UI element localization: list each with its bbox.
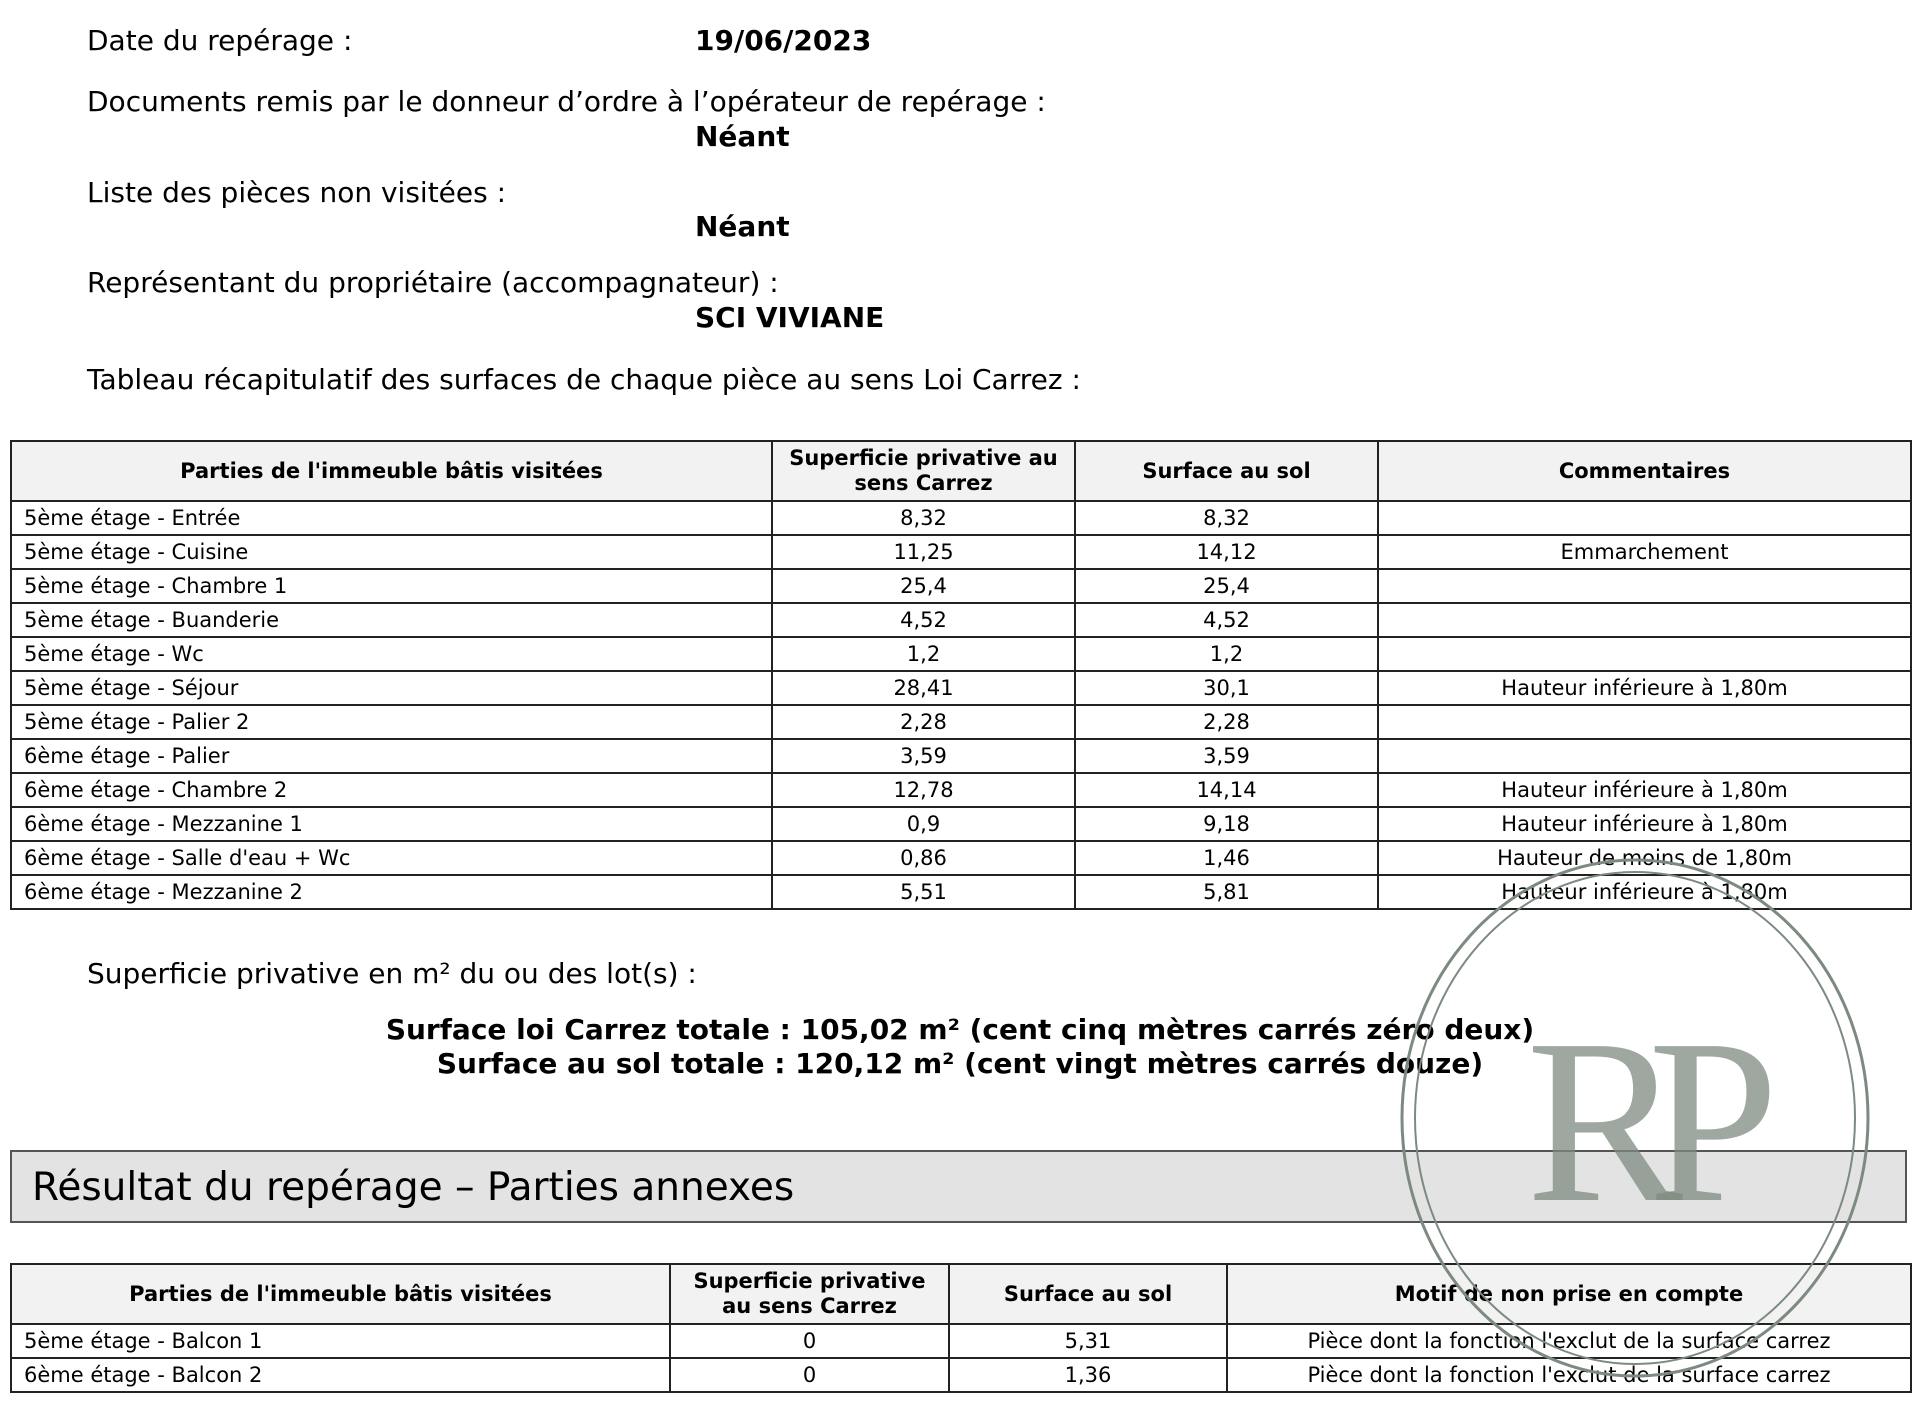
surface-label: Superficie privative en m² du ou des lot(s) : — [87, 957, 697, 990]
floor-surface-value: 30,1 — [1075, 671, 1378, 705]
floor-surface-value: 2,28 — [1075, 705, 1378, 739]
carrez-value: 0 — [670, 1358, 949, 1392]
comment — [1378, 501, 1911, 535]
room-name: 6ème étage - Salle d'eau + Wc — [11, 841, 772, 875]
floor-surface-value: 14,12 — [1075, 535, 1378, 569]
comment: Hauteur inférieure à 1,80m — [1378, 807, 1911, 841]
comment: Hauteur inférieure à 1,80m — [1378, 773, 1911, 807]
comment: Hauteur inférieure à 1,80m — [1378, 671, 1911, 705]
floor-surface-value: 25,4 — [1075, 569, 1378, 603]
comment: Hauteur de moins de 1,80m — [1378, 841, 1911, 875]
table-header-row — [11, 1264, 1911, 1324]
room-name: 5ème étage - Buanderie — [11, 603, 772, 637]
carrez-value: 0,9 — [772, 807, 1075, 841]
comment — [1378, 603, 1911, 637]
table-row — [11, 807, 1911, 841]
stamp-letters: RP — [1526, 991, 1744, 1251]
comment — [1378, 569, 1911, 603]
carrez-value: 0 — [670, 1324, 949, 1358]
floor-surface-value: 1,36 — [949, 1358, 1227, 1392]
date-label: Date du repérage : — [87, 24, 353, 57]
comment: Hauteur inférieure à 1,80m — [1378, 875, 1911, 909]
table-row — [11, 501, 1911, 535]
documents-value: Néant — [695, 120, 790, 153]
comment — [1378, 705, 1911, 739]
section-title: Résultat du repérage – Parties annexes — [32, 1165, 795, 1210]
room-name: 6ème étage - Palier — [11, 739, 772, 773]
table-row — [11, 705, 1911, 739]
carrez-value: 1,2 — [772, 637, 1075, 671]
room-name: 5ème étage - Séjour — [11, 671, 772, 705]
table-row — [11, 569, 1911, 603]
room-name: 6ème étage - Mezzanine 1 — [11, 807, 772, 841]
non-visited-value: Néant — [695, 210, 790, 243]
floor-surface-value: 4,52 — [1075, 603, 1378, 637]
carrez-value: 28,41 — [772, 671, 1075, 705]
carrez-value: 11,25 — [772, 535, 1075, 569]
exclusion-reason: Pièce dont la fonction l'exclut de la surface carrez — [1227, 1358, 1911, 1392]
table-row — [11, 637, 1911, 671]
table-row — [11, 841, 1911, 875]
floor-surface-value: 1,46 — [1075, 841, 1378, 875]
floor-surface-value: 5,31 — [949, 1324, 1227, 1358]
carrez-value: 8,32 — [772, 501, 1075, 535]
total-floor-surface: Surface au sol totale : 120,12 m² (cent vingt mètres carrés douze) — [436, 1047, 1484, 1080]
column-header-comments: Commentaires — [1378, 441, 1911, 501]
table-row — [11, 1358, 1911, 1392]
representative-value: SCI VIVIANE — [695, 301, 885, 334]
table1-intro: Tableau récapitulatif des surfaces de chaque pièce au sens Loi Carrez : — [87, 363, 1081, 396]
floor-surface-value: 3,59 — [1075, 739, 1378, 773]
column-header-exclusion-reason: Motif de non prise en compte — [1227, 1264, 1911, 1324]
room-name: 6ème étage - Mezzanine 2 — [11, 875, 772, 909]
floor-surface-value: 5,81 — [1075, 875, 1378, 909]
column-header-floor-surface: Surface au sol — [1075, 441, 1378, 501]
column-header-carrez: Superficie privative au sens Carrez — [670, 1264, 949, 1324]
column-header-carrez: Superficie privative au sens Carrez — [772, 441, 1075, 501]
room-name: 6ème étage - Chambre 2 — [11, 773, 772, 807]
room-name: 5ème étage - Entrée — [11, 501, 772, 535]
table-row — [11, 773, 1911, 807]
floor-surface-value: 1,2 — [1075, 637, 1378, 671]
floor-surface-value: 8,32 — [1075, 501, 1378, 535]
room-name: 5ème étage - Balcon 1 — [11, 1324, 670, 1358]
floor-surface-value: 14,14 — [1075, 773, 1378, 807]
room-name: 5ème étage - Wc — [11, 637, 772, 671]
table-header-row — [11, 441, 1911, 501]
carrez-value: 2,28 — [772, 705, 1075, 739]
table-row — [11, 671, 1911, 705]
room-name: 5ème étage - Palier 2 — [11, 705, 772, 739]
total-carrez: Surface loi Carrez totale : 105,02 m² (cent cinq mètres carrés zéro deux) — [385, 1013, 1535, 1046]
representative-label: Représentant du propriétaire (accompagnateur) : — [87, 266, 779, 299]
table-row — [11, 875, 1911, 909]
carrez-value: 0,86 — [772, 841, 1075, 875]
carrez-value: 4,52 — [772, 603, 1075, 637]
comment — [1378, 637, 1911, 671]
table-row — [11, 739, 1911, 773]
table-row — [11, 1324, 1911, 1358]
carrez-value: 12,78 — [772, 773, 1075, 807]
table-row — [11, 603, 1911, 637]
carrez-value: 25,4 — [772, 569, 1075, 603]
carrez-value: 5,51 — [772, 875, 1075, 909]
carrez-value: 3,59 — [772, 739, 1075, 773]
floor-surface-value: 9,18 — [1075, 807, 1378, 841]
exclusion-reason: Pièce dont la fonction l'exclut de la surface carrez — [1227, 1324, 1911, 1358]
column-header-parts: Parties de l'immeuble bâtis visitées — [11, 441, 772, 501]
column-header-parts: Parties de l'immeuble bâtis visitées — [11, 1264, 670, 1324]
annex-table — [10, 1263, 1912, 1393]
date-value: 19/06/2023 — [695, 24, 872, 57]
carrez-table — [10, 440, 1912, 910]
room-name: 6ème étage - Balcon 2 — [11, 1358, 670, 1392]
room-name: 5ème étage - Cuisine — [11, 535, 772, 569]
room-name: 5ème étage - Chambre 1 — [11, 569, 772, 603]
section-header — [10, 1150, 1907, 1223]
column-header-floor-surface: Surface au sol — [949, 1264, 1227, 1324]
table-row — [11, 535, 1911, 569]
comment — [1378, 739, 1911, 773]
comment: Emmarchement — [1378, 535, 1911, 569]
non-visited-label: Liste des pièces non visitées : — [87, 176, 507, 209]
documents-label: Documents remis par le donneur d’ordre à l’opérateur de repérage : — [87, 85, 1046, 118]
